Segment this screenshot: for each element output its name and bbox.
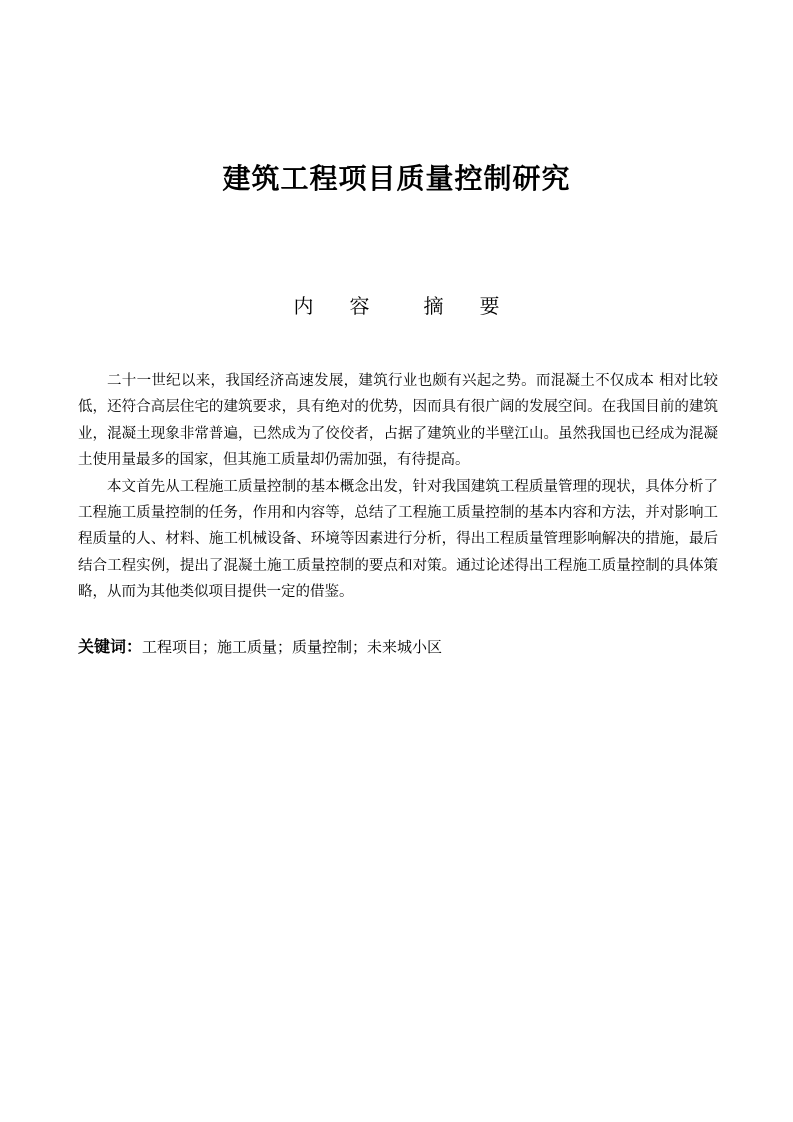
keywords-line	[78, 634, 718, 660]
abstract-paragraph: 二十一世纪以来，我国经济高速发展，建筑行业也颇有兴起之势。而混凝土不仅成本 相对比较低，还符合高层住宅的建筑要求，具有绝对的优势，因而具有很广阔的发展空间。在我国目前的建筑业，混凝土现象非常普遍，已然成为了佼佼者，占据了建筑业的半壁江山。虽然我国也已经成为混凝土使用量最多的国家，但其施工质量却仍需加强，有待提高。	[78, 373, 718, 469]
abstract-heading-char: 要	[479, 294, 500, 318]
document-title: 建筑工程项目质量控制研究	[222, 162, 571, 195]
abstract-heading-char: 容	[349, 294, 370, 318]
abstract-heading-char: 内	[293, 294, 314, 318]
abstract-paragraph: 本文首先从工程施工质量控制的基本概念出发，针对我国建筑工程质量管理的现状，具体分析了工程施工质量控制的任务，作用和内容等，总结了工程施工质量控制的基本内容和方法，并对影响工程质量的人、材料、施工机械设备、环境等因素进行分析，得出工程质量管理影响解决的措施，最后结合工程实例，提出了混凝土施工质量控制的要点和对策。通过论述得出工程施工质量控制的具体策略，从而为其他类似项目提供一定的借鉴。	[78, 478, 718, 601]
keywords-text: 工程项目；施工质量；质量控制；未来城小区	[142, 638, 443, 656]
abstract-heading	[0, 290, 793, 322]
keywords-label: 关键词：	[78, 637, 143, 656]
abstract-heading-char: 摘	[423, 294, 444, 318]
abstract-body	[78, 368, 718, 606]
